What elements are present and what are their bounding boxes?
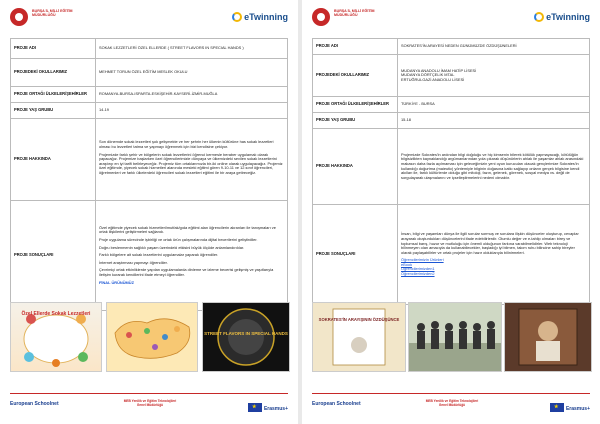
sonuc-label: PROJE SONUÇLARI xyxy=(313,205,398,305)
link-students-2[interactable]: Öğrencilerimizden2 xyxy=(401,271,435,277)
row-label: PROJE ADI xyxy=(11,39,96,59)
row-label: PROJE YAŞ GRUBU xyxy=(11,103,96,119)
etwinning-icon xyxy=(534,12,544,22)
european-schoolnet-logo: European Schoolnet xyxy=(312,401,361,407)
poster-image xyxy=(312,302,406,372)
logo-image xyxy=(202,302,290,372)
meb-logo-icon xyxy=(10,8,28,26)
logo-text: BURSA İL MİLLİ EĞİTİM MÜDÜRLÜĞÜ xyxy=(32,9,73,18)
row-value: 15-18 xyxy=(398,113,590,129)
eu-flag-icon xyxy=(550,403,564,412)
svg-text:SOKRATES'İN ARAYIŞININ ÖZDÜŞÜN: SOKRATES'İN ARAYIŞININ ÖZDÜŞÜNCE xyxy=(318,317,400,322)
sonuc-text: İnsan, bilgi ve yaşamları dünya ile ilgili sorular sormuş ve sorulara ilişkin düşünceler oluşturup, cevaplar arayarak oluşturdukları düşüncelerini ifade edebilirlerdir. Olumlu değer ve e-tahlip olmaları birey ve toplumsal barış, huzur ve mutluluğu için önemli olduğunun farkına varabilmelidirler. Web teknoloji bilinmeyen olan amacıyla da kullanabilecekler, başladığı iyi bilmen, takım ruhu bilincine sahip bireyler olarak paylaşabilirler ve ortak projeler için hazır olduklarıyla bilinirmeleri. Öğrencilerimizin Ürünleri eBook Öğrencilerimizden1 Öğrencilerimizden2 xyxy=(398,205,590,305)
row-label: PROJE ORTAĞI ÜLKELER/ŞEHİRLER xyxy=(11,87,96,103)
hakkinda-text: Projemizde Sokrates'in ardından bilgi doğduğu ve hiç kimsenin bilerek kötülük yapmayacağı, kötülüğün bilgisizlikten kaynaklandığı argümanlarından yola çıkarak düşünürlerin ahlak ile yaşamlar ahlak arasındaki makasın daha fazla açılmaması için geleceğimizin yeni oyun kurucuları olacak gençlerimize Sokrates'in kullandığı doğurtma (maieutic) yöntemiyle bilginin doğasına katkı sağlayıp onların gerçek bilgisine kendi akılları ile, farklı kültürlerde olduğu gibi mitoloji, fazın, gelenek, görenek, sosyal medya vs. değil de sorgulayarak ulaşmalarını ve içselleştirmelerini nedeni olmaktır. xyxy=(398,129,590,205)
okullar-list: MUDANYA ANADOLU İMAM HATİP LİSESİ MUDANYA DÖRTÇELİK MTAL ERTUĞRULGAZİ ANADOLU LİSESİ xyxy=(398,55,590,97)
row-label: PROJE YAŞ GRUBU xyxy=(313,113,398,129)
meb-logo-icon xyxy=(312,8,330,26)
row-label: PROJE ORTAĞI ÜLKELER/ŞEHİRLER xyxy=(313,97,398,113)
poster-image xyxy=(10,302,102,372)
map-image xyxy=(106,302,198,372)
poster-graphic xyxy=(11,303,101,371)
hakkinda-label: PROJE HAKKINDA xyxy=(313,129,398,205)
row-label: PROJE ADI xyxy=(313,39,398,55)
project-table xyxy=(312,38,590,305)
header xyxy=(10,8,288,34)
link-students-1[interactable]: Öğrencilerimizden1 xyxy=(401,266,435,272)
row-value: 14-19 xyxy=(96,103,288,119)
project-table xyxy=(10,38,288,311)
header xyxy=(312,8,590,34)
logo-graphic xyxy=(203,303,289,371)
right-page xyxy=(302,0,600,424)
image-strip xyxy=(312,302,590,372)
meb-footer-logo: MEB Yenilik ve Eğitim Teknolojileri Genel Müdürlüğü xyxy=(425,399,479,407)
footer xyxy=(10,400,288,418)
logo-text: BURSA İL MİLLİ EĞİTİM MÜDÜRLÜĞÜ xyxy=(334,9,375,18)
eu-flag-icon xyxy=(248,403,262,412)
footer-divider xyxy=(312,393,590,394)
row-value: ROMANYA-BURSA-ISPARTA-ESKİŞEHİR-KAYSERİ-İZMİR-MUĞLA xyxy=(96,87,288,103)
poster-graphic xyxy=(313,303,405,371)
footer-divider xyxy=(10,393,288,394)
link-ebook[interactable]: eBook xyxy=(401,261,413,267)
row-value: MEHMET TORUN ÖZEL EĞİTİM MESLEK OKULU xyxy=(96,59,288,87)
link-products[interactable]: Öğrencilerimizin Ürünleri xyxy=(401,257,444,263)
etwinning-logo: eTwinning xyxy=(534,12,590,22)
row-value: SOKAK LEZZETLERİ ÖZEL ELLERDE ( STREET FLAVORS IN SPECIAL HANDS ) xyxy=(96,39,288,59)
sonuc-label: PROJE SONUÇLARI xyxy=(11,201,96,311)
erasmus-logo: ★Erasmus+ xyxy=(550,403,590,412)
hakkinda-text: Son dönemde sokak lezzetleri şok gelişmekte ve her şehrin her ülkenin kültürüne has sokak lezzetleri olması bu lezzetleri tatma ve yapmayı öğrenmek için bizi kendisine çekiyor. Projemizde farklı şehir ve bölgelerin sokak lezzetlerini öğrenci kermesle beraber uygulamalı olarak yapacağız. Projemize başlarken özel öğrencilerimizle dünyaya ve ülkemizdeki sevilen sokak lezzetlerini araştırıp en iyi tarifi belirleyeceğiz. Projemiz tüm ortaklarımızla bir-iki online olarak uygulayacağız. Projemiz özel eğitimde, yiyecek sokak hizmetleri alanında mesleki eğitimi gören 9-10-11 ve 12.sınıf öğrencileri, öğretmenleri ve farklı ülkelerdeki öğrencileri sokak lezzetleri eğitimi ile bir araya getireceğiz. xyxy=(96,119,288,201)
image-strip xyxy=(10,302,288,372)
okullar-label: PROJEDEKİ OKULLARIMIZ xyxy=(313,55,398,97)
svg-text:Özel Ellerde Sokak Lezzetleri: Özel Ellerde Sokak Lezzetleri xyxy=(21,311,91,317)
hakkinda-label: PROJE HAKKINDA xyxy=(11,119,96,201)
meb-footer-logo: MEB Yenilik ve Eğitim Teknolojileri Genel Müdürlüğü xyxy=(123,399,177,407)
row-label: PROJEDEKİ OKULLARIMIZ xyxy=(11,59,96,87)
row-value: SOKRATES'İN ARAYESİ NEDEN GÜNÜMÜZDE ÖZDÜŞÜNELERİ xyxy=(398,39,590,55)
left-page xyxy=(0,0,298,424)
portrait-image xyxy=(504,302,592,372)
students-photo xyxy=(408,302,502,372)
students-graphic xyxy=(409,303,501,371)
portrait-graphic xyxy=(505,303,591,371)
footer xyxy=(312,400,590,418)
row-value: TÜRKİYE - BURSA xyxy=(398,97,590,113)
etwinning-icon xyxy=(232,12,242,22)
svg-text:STREET FLAVORS IN SPECIAL HAND: STREET FLAVORS IN SPECIAL HANDS xyxy=(204,331,288,336)
sonuc-text: Özel eğitimde yiyecek sokak hizmetleri/mutfak/gıda eğitimi alan öğrencilerin akranları ile tanışmaları ve ortak ilişkilerini geliştirmeleri sağlandı. Proje uygulama sürecinde işbirliği ve ortak ürün çalışmalarında dijital becerilerini geliştirdiler. Doğru beslenmenin sağlıklı yaşam üzerindeki etkisini büyük ölçüde anlamlandırdılar. Farklı bölgelere ait sokak lezzetlerini uygulamalar yaparak öğrendiler. İnternet araştırması yapmayı öğrendiler. Çevrimiçi ortak etkinliklerde yapılan uygulamalarda dinleme ve izleme becerisi gelişmiş ve yaşıtlarıyla iletişim kurarak kendilerini ifade etmeyi öğrendiler. FİNAL ÜRÜNÜMÜZ xyxy=(96,201,288,311)
etwinning-logo: eTwinning xyxy=(232,12,288,22)
map-graphic xyxy=(107,303,197,371)
erasmus-logo: ★Erasmus+ xyxy=(248,403,288,412)
final-product-link[interactable]: FİNAL ÜRÜNÜMÜZ xyxy=(99,279,134,285)
european-schoolnet-logo: European Schoolnet xyxy=(10,401,59,407)
